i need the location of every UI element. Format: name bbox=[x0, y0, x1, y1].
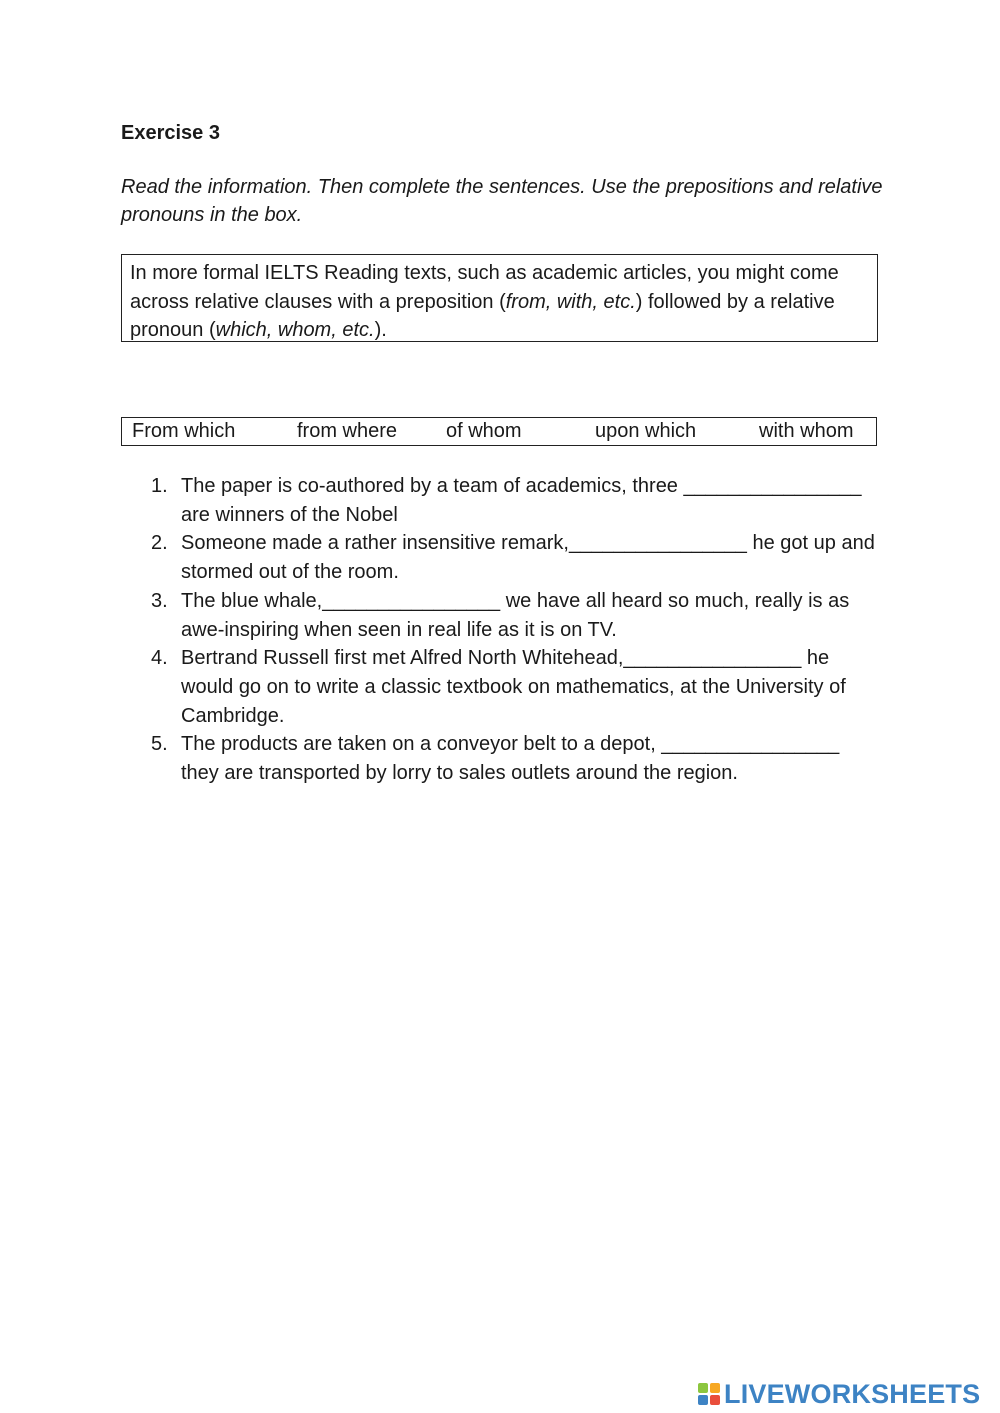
info-text-part1: In more formal IELTS Reading texts, such as academic articles, you might come across relative clauses with a preposition ( bbox=[130, 262, 839, 313]
logo-square-orange bbox=[710, 1383, 720, 1393]
word-box bbox=[121, 417, 877, 446]
question-number: 5. bbox=[151, 733, 168, 756]
exercise-title: Exercise 3 bbox=[121, 122, 220, 144]
info-text-part3: ). bbox=[374, 319, 387, 341]
info-box bbox=[121, 254, 878, 342]
logo-square-blue bbox=[698, 1395, 708, 1405]
question-number: 3. bbox=[151, 589, 168, 612]
word-with-whom: with whom bbox=[759, 420, 854, 442]
logo-square-red bbox=[710, 1395, 720, 1405]
word-of-whom: of whom bbox=[446, 420, 522, 442]
question-item bbox=[121, 587, 881, 644]
question-item bbox=[121, 472, 881, 529]
question-number: 2. bbox=[151, 532, 168, 555]
question-text[interactable]: Someone made a rather insensitive remark,________________ he got up and stormed out of the room. bbox=[181, 532, 875, 584]
question-item bbox=[121, 529, 881, 586]
question-text[interactable]: The paper is co-authored by a team of academics, three ________________ are winners of the Nobel bbox=[181, 475, 862, 526]
info-example-pronouns: which, whom, etc. bbox=[215, 319, 375, 341]
liveworksheets-logo-icon bbox=[698, 1383, 720, 1405]
word-from-which: From which bbox=[132, 420, 236, 442]
question-text[interactable]: The products are taken on a conveyor belt to a depot, ________________ they are transported by lorry to sales outlets around the region. bbox=[181, 733, 840, 785]
question-text[interactable]: Bertrand Russell first met Alfred North Whitehead,________________ he would go on to write a classic textbook on mathematics, at the University of Cambridge. bbox=[181, 647, 846, 727]
word-upon-which: upon which bbox=[595, 420, 697, 442]
exercise-instructions: Read the information. Then complete the sentences. Use the prepositions and relative pronouns in the box. bbox=[121, 176, 883, 226]
info-text-part2: ) followed by a relative pronoun ( bbox=[130, 290, 835, 341]
word-from-where: from where bbox=[297, 420, 398, 442]
question-number: 4. bbox=[151, 647, 168, 670]
info-box-text bbox=[130, 259, 869, 345]
logo-text: LIVEWORKSHEETS bbox=[724, 1378, 981, 1409]
question-item bbox=[121, 730, 881, 787]
question-list bbox=[121, 472, 881, 788]
info-example-prepositions: from, with, etc. bbox=[505, 290, 636, 313]
liveworksheets-logo[interactable] bbox=[698, 1378, 980, 1410]
question-number: 1. bbox=[151, 475, 168, 497]
logo-square-green bbox=[698, 1383, 708, 1393]
question-item bbox=[121, 644, 881, 730]
question-text[interactable]: The blue whale,________________ we have all heard so much, really is as awe-inspiring when seen in real life as it is on TV. bbox=[181, 589, 850, 641]
